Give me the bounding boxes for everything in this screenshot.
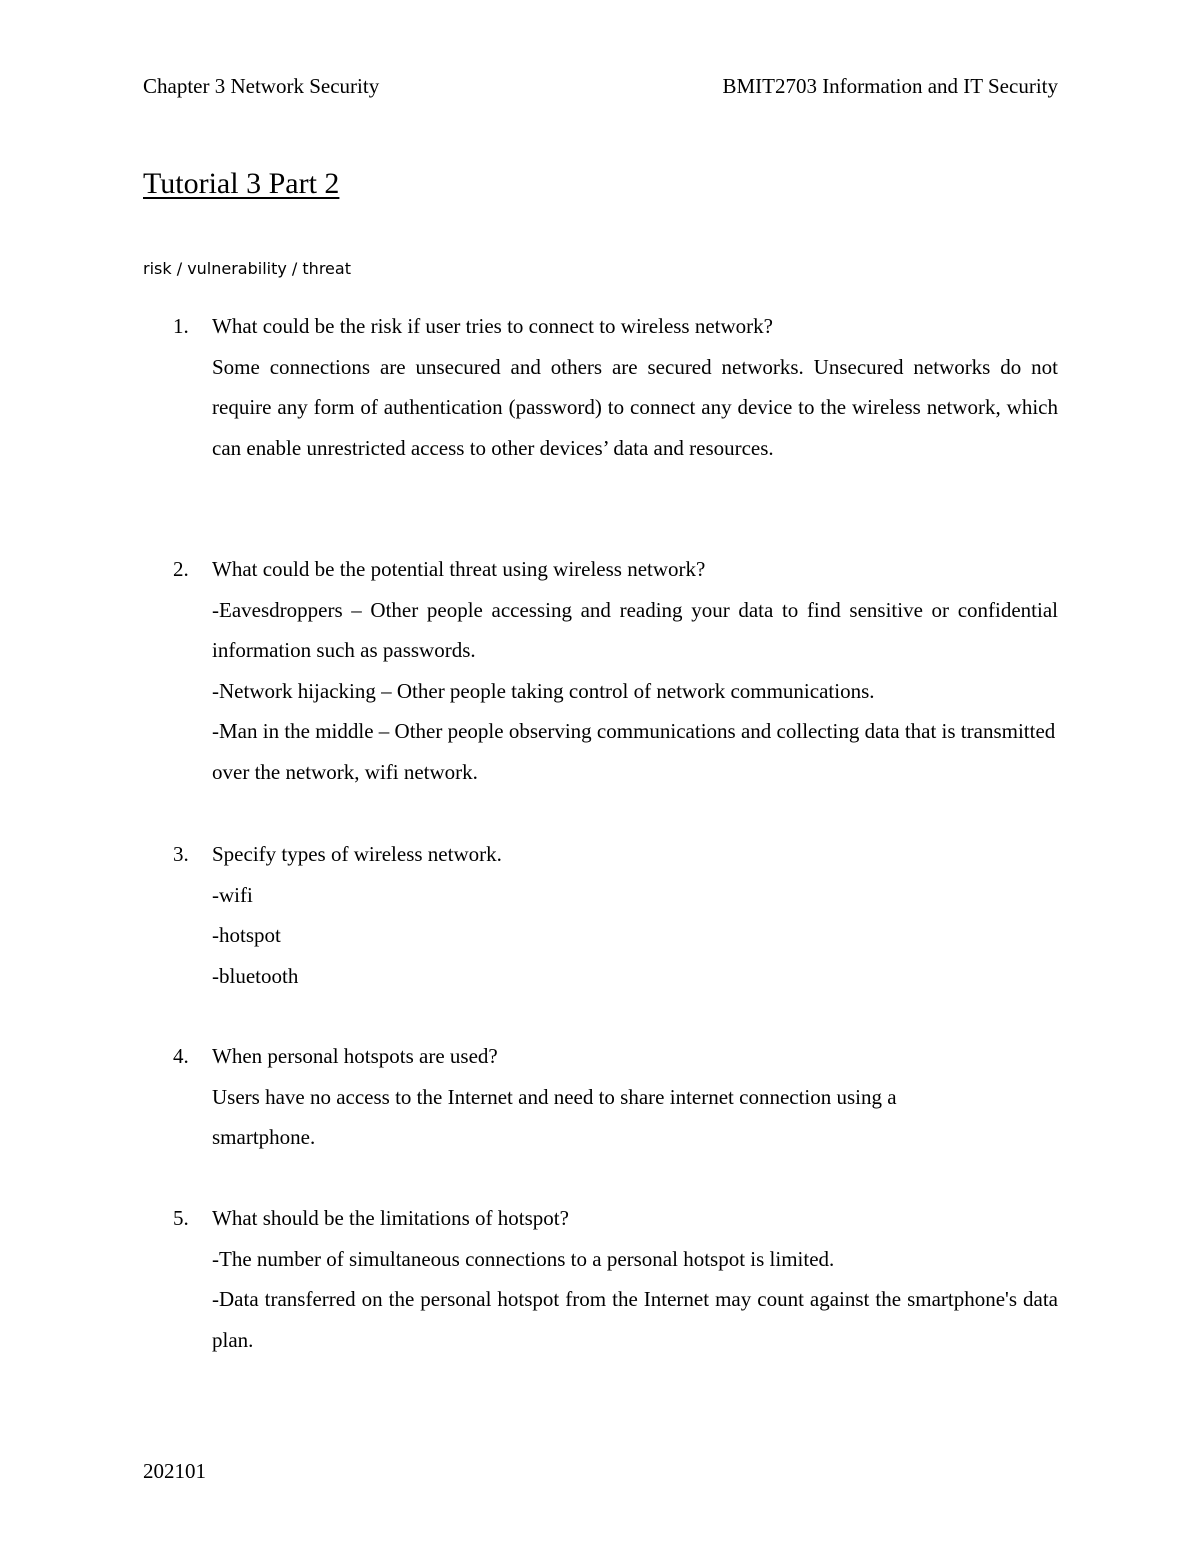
question-1 [173,306,1058,468]
question-text: What should be the limitations of hotspot? [212,1206,569,1230]
answer-paragraph: Users have no access to the Internet and need to share internet connection using a smartphone. [212,1084,897,1149]
header-chapter: Chapter 3 Network Security [143,74,380,98]
question-2 [173,549,1058,792]
footer-term-code: 202101 [143,1459,206,1483]
answer-line: -Man in the middle – Other people observing communications and collecting data that is transmitted over the network, wifi network. [212,719,1056,784]
answer-line: -Network hijacking – Other people taking control of network communications. [212,678,875,703]
question-number: 3. [173,842,189,866]
page-title: Tutorial 3 Part 2 [143,167,340,200]
answer-line: -hotspot [212,923,281,947]
answer-line: -Data transferred on the personal hotspot from the Internet may count against the smartphone's data plan. [212,1287,1058,1352]
header-course: BMIT2703 Information and IT Security [722,74,1058,98]
answer-line: -The number of simultaneous connections to a personal hotspot is limited. [212,1246,835,1271]
question-text: What could be the potential threat using wireless network? [212,557,706,581]
question-number: 2. [173,557,189,581]
answer-line: -bluetooth [212,963,299,988]
answer-paragraph: Some connections are unsecured and others are secured networks. Unsecured networks do not require any form of authentication (password) to connect any device to the wireless network, which can enable unrestricted access to other devices’ data and resources. [212,354,1058,460]
question-text: When personal hotspots are used? [212,1044,498,1068]
question-4 [173,1036,1058,1158]
question-3 [173,834,1058,996]
answer-line: -wifi [212,882,253,907]
question-5 [173,1198,1058,1360]
question-text: Specify types of wireless network. [212,842,502,866]
question-number: 5. [173,1206,189,1230]
question-number: 4. [173,1044,189,1068]
question-number: 1. [173,314,189,338]
topic-line: risk / vulnerability / threat [143,259,351,278]
answer-line: -Eavesdroppers – Other people accessing and reading your data to find sensitive or confidential information such as passwords. [212,597,1058,662]
question-text: What could be the risk if user tries to connect to wireless network? [212,314,773,338]
